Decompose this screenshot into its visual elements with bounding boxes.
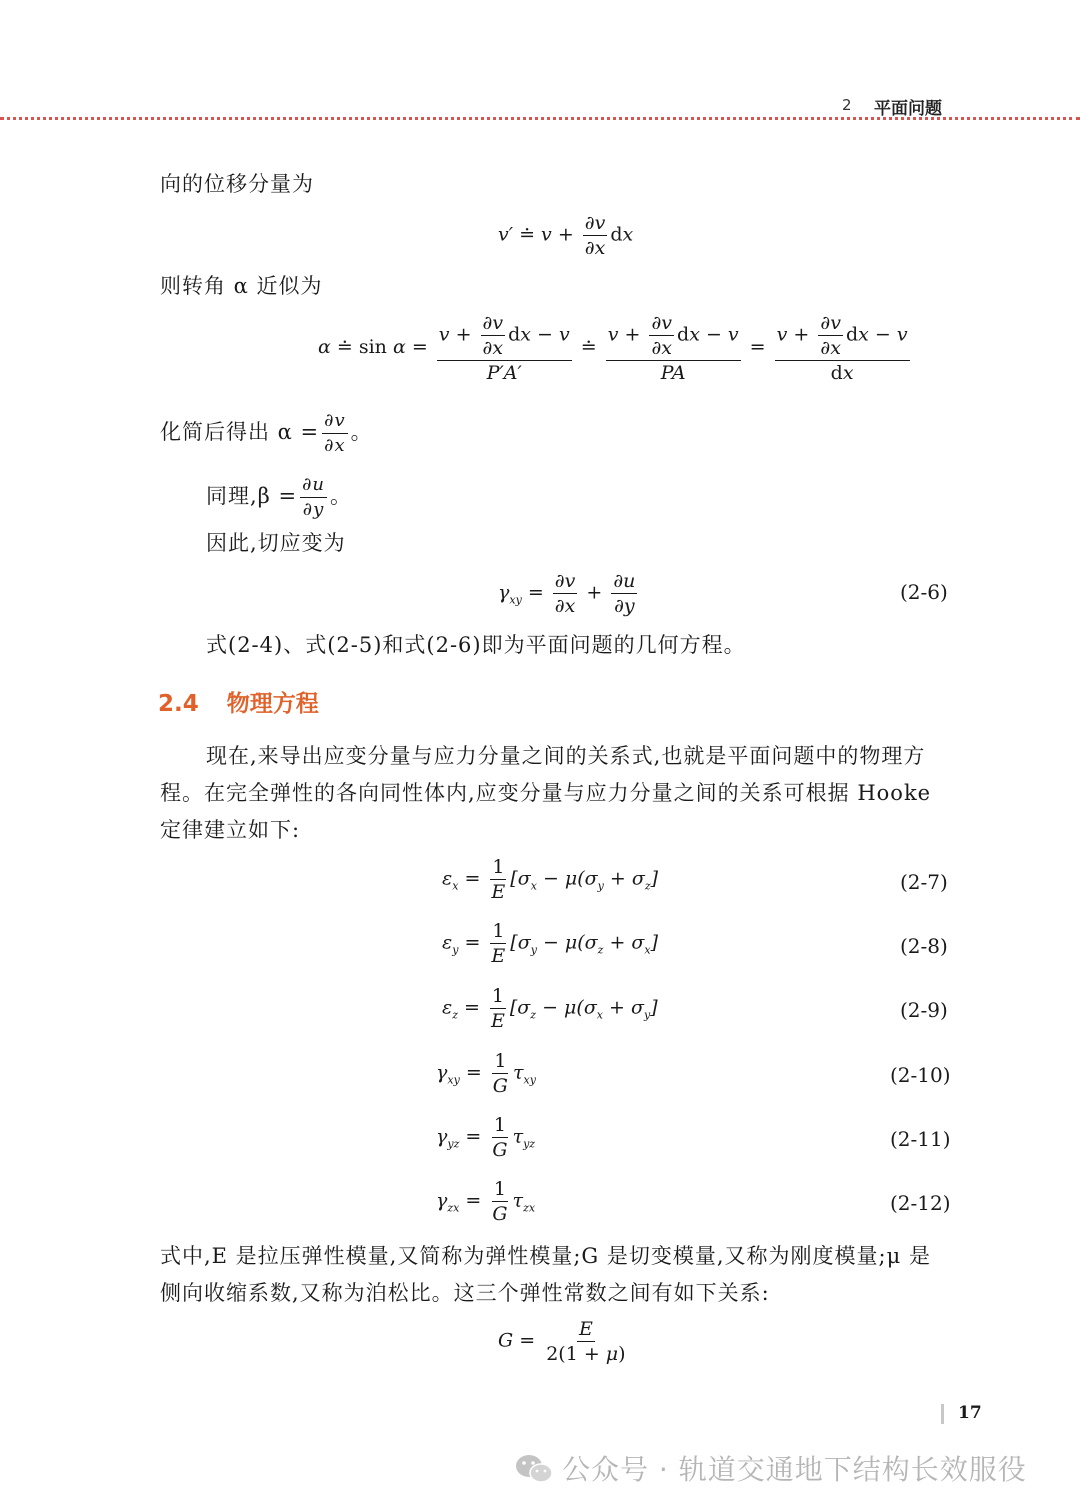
text-alpha-simplified-label: 化简后得出 α =	[160, 420, 320, 444]
equation-v-prime: v′ ≐ v + $\frac{\partial v}{\partial x}$ dx	[498, 212, 634, 259]
page-number-bar	[941, 1404, 944, 1424]
equation-number-2-7: (2-7)	[900, 870, 948, 894]
paragraph-line-3: 定律建立如下:	[160, 818, 301, 842]
text-displacement-intro: 向的位移分量为	[160, 172, 314, 196]
equation-epsilon-x: $\varepsilon_x$ = $\frac{1}{E}$ [$\sigma_x - \mu(\sigma_y + \sigma_z]$	[442, 856, 659, 903]
text-beta: 同理,β = $\frac{\partial u}{\partial y}$ 。	[206, 474, 352, 520]
equation-shear-modulus: G = $\frac{E}{2(1 + \mu)}$	[498, 1318, 626, 1365]
section-number: 2.4	[158, 691, 199, 717]
section-title: 物理方程	[226, 691, 319, 717]
equation-gamma-xy: $\gamma_{xy}$ = $\frac{1}{G}$ $\tau_{xy}$	[436, 1050, 536, 1097]
text-geometric-equations: 式(2-4)、式(2-5)和式(2-6)即为平面问题的几何方程。	[206, 633, 746, 657]
paragraph-line-2: 程。在完全弹性的各向同性体内,应变分量与应力分量之间的关系可根据 Hooke	[160, 781, 932, 805]
paragraph-line-1: 现在,来导出应变分量与应力分量之间的关系式,也就是平面问题中的物理方	[206, 744, 926, 768]
equation-alpha: α ≐ sin α = v + $\frac{\partial v}{\partial x}$ dx − v P′A′ ≐ v + $\frac{\partial v}{\partial x}$ dx − v PA = v + $\frac{\partial v}{\partial x}$ dx − v dx	[318, 312, 908, 384]
equation-number-2-9: (2-9)	[900, 998, 948, 1022]
header-chapter-title: 平面问题	[874, 99, 942, 119]
text-alpha-simplified: 化简后得出 α = $\frac{\partial v}{\partial x}$ 。	[160, 410, 373, 456]
equation-epsilon-y: $\varepsilon_y$ = $\frac{1}{E}$ [$\sigma_y - \mu(\sigma_z + \sigma_x]$	[442, 920, 659, 967]
wechat-icon	[514, 1452, 554, 1486]
header-chapter-number: 2	[842, 96, 852, 114]
section-heading	[158, 685, 319, 718]
page-number: 17	[958, 1403, 982, 1423]
equation-gamma-xy-geometric: $\gamma_{xy}$ = $\frac{\partial v}{\partial x}$ + $\frac{\partial u}{\partial y}$	[498, 570, 636, 617]
watermark-text: 公众号 · 轨道交通地下结构长效服役	[562, 1453, 1027, 1486]
header-divider	[0, 117, 1080, 120]
equation-number-2-8: (2-8)	[900, 934, 948, 958]
equation-number-2-6: (2-6)	[900, 580, 948, 604]
equation-number-2-10: (2-10)	[890, 1063, 951, 1087]
equation-gamma-zx: $\gamma_{zx}$ = $\frac{1}{G}$ $\tau_{zx}$	[436, 1178, 536, 1225]
text-rotation-angle: 则转角 α 近似为	[160, 274, 323, 298]
equation-number-2-11: (2-11)	[890, 1127, 951, 1151]
equation-epsilon-z: $\varepsilon_z$ = $\frac{1}{E}$ [$\sigma_z - \mu(\sigma_x + \sigma_y]$	[442, 985, 658, 1032]
text-beta-label: 同理,β =	[206, 484, 298, 508]
equation-number-2-12: (2-12)	[890, 1191, 951, 1215]
equation-gamma-yz: $\gamma_{yz}$ = $\frac{1}{G}$ $\tau_{yz}$	[436, 1114, 536, 1161]
text-shear-strain-intro: 因此,切应变为	[206, 531, 346, 555]
paragraph-line-4: 式中,E 是拉压弹性模量,又简称为弹性模量;G 是切变模量,又称为刚度模量;μ 是	[160, 1244, 931, 1268]
paragraph-line-5: 侧向收缩系数,又称为泊松比。这三个弹性常数之间有如下关系:	[160, 1281, 770, 1305]
